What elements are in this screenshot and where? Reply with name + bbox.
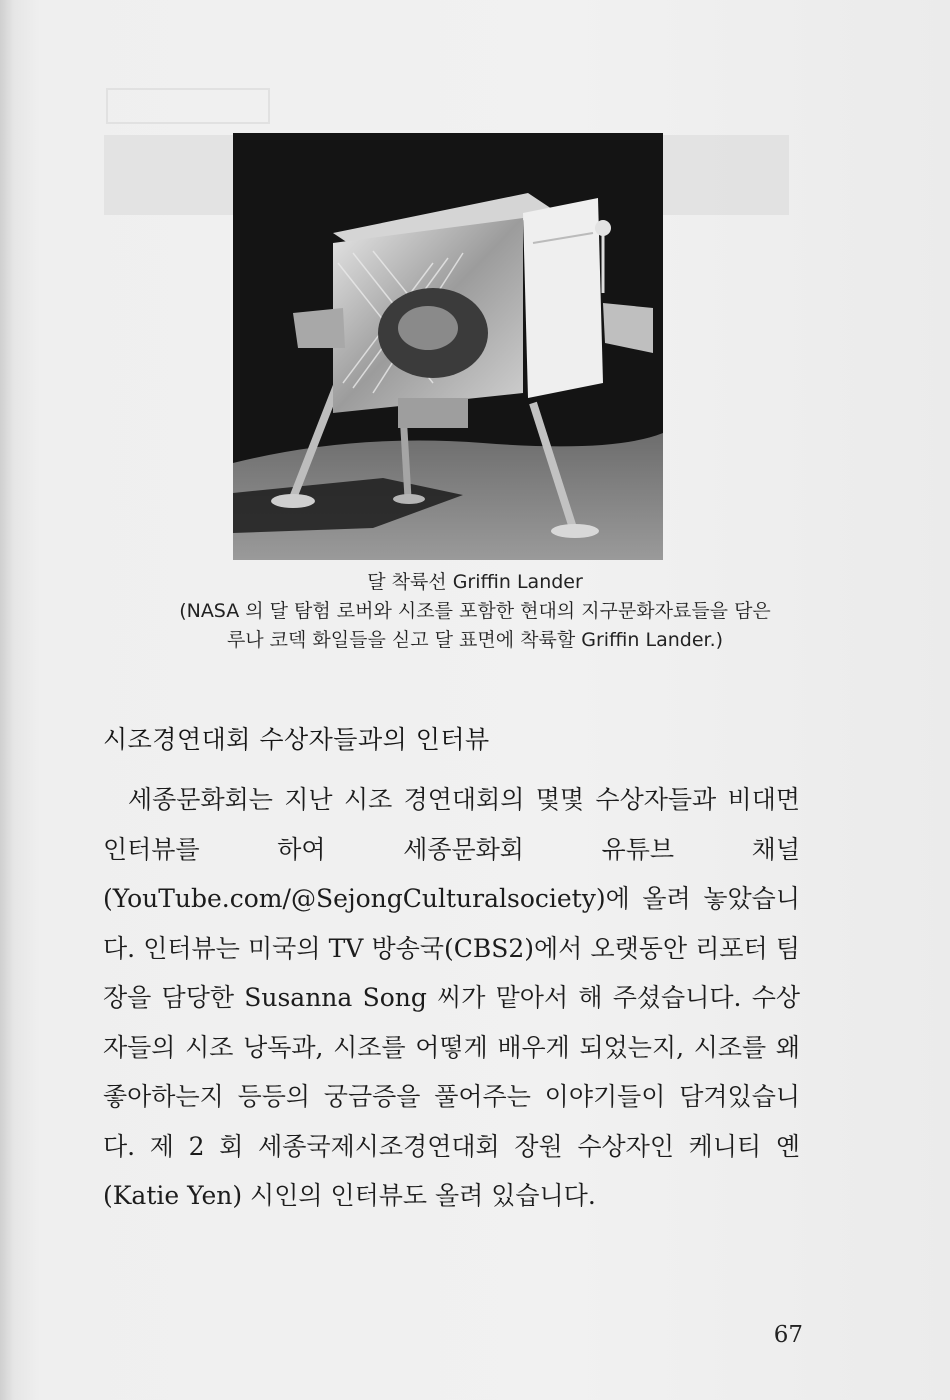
caption-line-2: (NASA 의 달 탐험 로버와 시조를 포함한 현대의 지구문화자료들을 담은	[179, 600, 771, 622]
lander-photo	[233, 133, 663, 560]
caption-line-3: 루나 코덱 화일들을 싣고 달 표면에 착륙할 Griffin Lander.)	[226, 629, 724, 651]
bleed-through-tab	[106, 88, 270, 124]
section-title: 시조경연대회 수상자들과의 인터뷰	[103, 725, 490, 754]
figure-caption	[100, 568, 850, 655]
body-paragraph: 세종문화회는 지난 시조 경연대회의 몇몇 수상자들과 비대면 인터뷰를 하여 세종문화회 유튜브 채널(YouTube.com/@SejongCulturalsociety)에 올려 놓았습니다. 인터뷰는 미국의 TV 방송국(CBS2)에서 오랫동안 리포터 팀장을 담당한 Susanna Song 씨가 맡아서 해 주셨습니다. 수상자들의 시조 낭독과, 시조를 어떻게 배우게 되었는지, 시조를 왜 좋아하는지 등등의 궁금증을 풀어주는 이야기들이 담겨있습니다. 제 2 회 세종국제시조경연대회 장원 수상자인 케니티 옌(Katie Yen) 시인의 인터뷰도 올려 있습니다.	[103, 785, 800, 1210]
lunar-lander-icon	[233, 133, 663, 560]
page-number: 67	[773, 1322, 803, 1348]
caption-line-1: 달 착륙선 Griffin Lander	[367, 571, 583, 593]
section-body	[103, 775, 800, 1221]
